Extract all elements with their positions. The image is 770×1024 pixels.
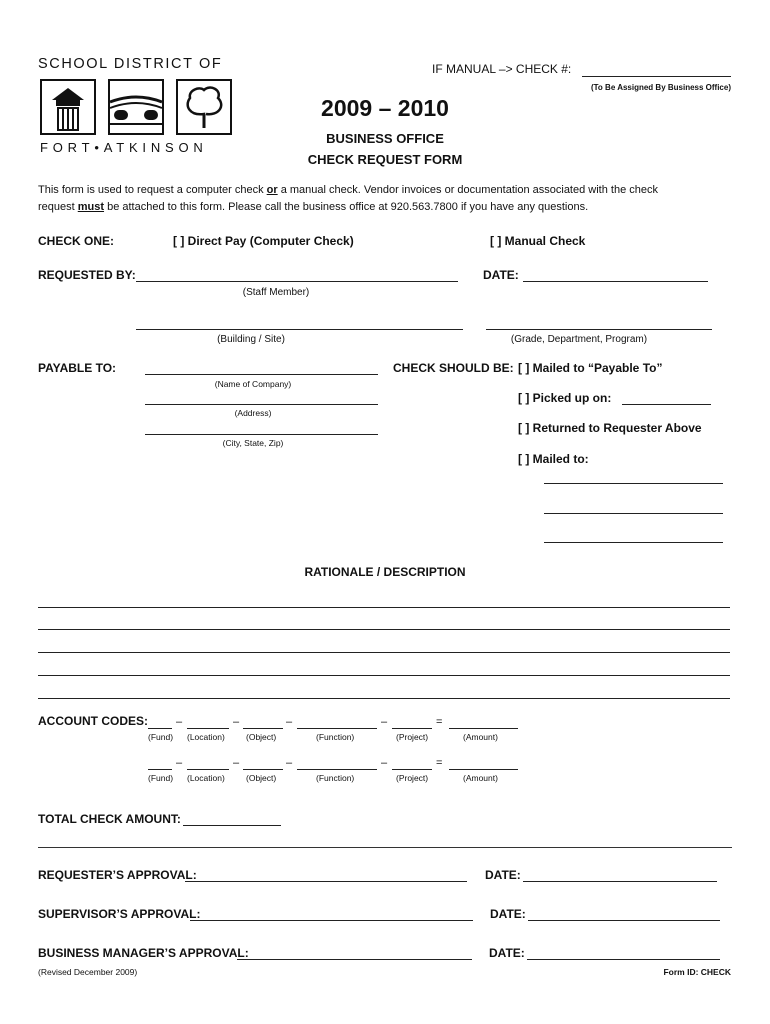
business-manager-approval-field[interactable] — [237, 959, 472, 960]
section-divider — [38, 847, 732, 848]
location-caption: (Location) — [187, 732, 225, 742]
picked-up-checkbox[interactable]: [ ] Picked up on: — [518, 391, 612, 405]
object-field[interactable] — [243, 728, 283, 729]
separator-dash: – — [286, 757, 293, 769]
rationale-line-4[interactable] — [38, 675, 730, 676]
address-field[interactable] — [145, 404, 378, 405]
business-manager-approval-label: BUSINESS MANAGER’S APPROVAL: — [38, 946, 249, 960]
company-name-field[interactable] — [145, 374, 378, 375]
separator-dash: – — [381, 716, 388, 728]
amount-caption: (Amount) — [463, 773, 498, 783]
object-field[interactable] — [243, 769, 283, 770]
separator-dash: – — [233, 757, 240, 769]
returned-to-requester-checkbox[interactable]: [ ] Returned to Requester Above — [518, 421, 702, 435]
grade-department-field[interactable] — [486, 329, 712, 330]
intro-text: This form is used to request a computer check — [38, 184, 267, 196]
fund-caption: (Fund) — [148, 732, 174, 742]
supervisor-approval-field[interactable] — [190, 920, 473, 921]
manual-check-checkbox[interactable]: [ ] Manual Check — [490, 234, 586, 248]
location-caption: (Location) — [187, 773, 225, 783]
manual-check-number-field[interactable] — [582, 76, 731, 77]
account-codes-label: ACCOUNT CODES: — [38, 714, 148, 728]
fund-field[interactable] — [148, 769, 172, 770]
total-check-amount-field[interactable] — [183, 825, 281, 826]
mailed-to-checkbox[interactable]: [ ] Mailed to: — [518, 452, 589, 466]
manual-check-label: IF MANUAL –> CHECK #: — [432, 62, 572, 76]
location-field[interactable] — [187, 728, 229, 729]
rationale-line-3[interactable] — [38, 652, 730, 653]
fund-field[interactable] — [148, 728, 172, 729]
revised-note: (Revised December 2009) — [38, 967, 138, 977]
city-state-zip-caption: (City, State, Zip) — [222, 438, 284, 448]
payable-to-label: PAYABLE TO: — [38, 361, 117, 375]
rationale-heading: RATIONALE / DESCRIPTION — [304, 565, 466, 579]
rationale-line-1[interactable] — [38, 607, 730, 608]
requester-approval-label: REQUESTER’S APPROVAL: — [38, 868, 197, 882]
intro-text: be attached to this form. Please call the business office at 920.563.7800 if you have any questions. — [104, 201, 589, 213]
building-site-field[interactable] — [136, 329, 463, 330]
rationale-line-2[interactable] — [38, 629, 730, 630]
amount-field[interactable] — [449, 769, 518, 770]
direct-pay-checkbox[interactable]: [ ] Direct Pay (Computer Check) — [173, 234, 354, 248]
separator-dash: – — [286, 716, 293, 728]
project-field[interactable] — [392, 728, 432, 729]
mailed-to-line-1[interactable] — [544, 483, 723, 484]
check-should-be-label: CHECK SHOULD BE: — [393, 361, 514, 375]
project-caption: (Project) — [396, 732, 429, 742]
grade-department-caption: (Grade, Department, Program) — [510, 334, 648, 345]
address-caption: (Address) — [234, 408, 272, 418]
requester-approval-field[interactable] — [185, 881, 467, 882]
staff-member-field[interactable] — [136, 281, 458, 282]
staff-member-caption: (Staff Member) — [242, 287, 310, 298]
check-one-label: CHECK ONE: — [38, 234, 115, 248]
separator-dash: – — [176, 716, 183, 728]
supervisor-approval-label: SUPERVISOR’S APPROVAL: — [38, 907, 201, 921]
district-logo — [38, 56, 238, 160]
separator-dash: – — [233, 716, 240, 728]
mailed-to-line-2[interactable] — [544, 513, 723, 514]
intro-or: or — [266, 184, 278, 196]
separator-equals: = — [436, 716, 443, 728]
intro-text: a manual check. Vendor invoices or documentation associated with the check — [277, 184, 658, 196]
amount-field[interactable] — [449, 728, 518, 729]
logo-bottom-text: FORT•ATKINSON — [40, 140, 208, 155]
request-date-label: DATE: — [483, 268, 519, 282]
bridge-icon — [109, 80, 163, 134]
object-caption: (Object) — [246, 773, 277, 783]
request-date-field[interactable] — [523, 281, 708, 282]
total-check-amount-label: TOTAL CHECK AMOUNT: — [38, 812, 181, 826]
intro-line2 — [38, 201, 738, 213]
form-title-line2: CHECK REQUEST FORM — [307, 152, 463, 167]
business-manager-date-field[interactable] — [527, 959, 720, 960]
separator-dash: – — [176, 757, 183, 769]
object-caption: (Object) — [246, 732, 277, 742]
building-site-caption: (Building / Site) — [217, 334, 285, 345]
city-state-zip-field[interactable] — [145, 434, 378, 435]
supervisor-date-field[interactable] — [528, 920, 720, 921]
rationale-line-5[interactable] — [38, 698, 730, 699]
location-field[interactable] — [187, 769, 229, 770]
business-manager-date-label: DATE: — [489, 946, 525, 960]
requested-by-label: REQUESTED BY: — [38, 268, 136, 282]
project-field[interactable] — [392, 769, 432, 770]
amount-caption: (Amount) — [463, 732, 498, 742]
function-caption: (Function) — [316, 773, 355, 783]
project-caption: (Project) — [396, 773, 429, 783]
logo-icons — [40, 78, 234, 136]
mailed-to-payable-checkbox[interactable]: [ ] Mailed to “Payable To” — [518, 361, 663, 375]
intro-text: request — [38, 201, 78, 213]
mailed-to-line-3[interactable] — [544, 542, 723, 543]
function-field[interactable] — [297, 728, 377, 729]
supervisor-date-label: DATE: — [490, 907, 526, 921]
intro-must: must — [77, 201, 105, 213]
form-title-line1: BUSINESS OFFICE — [326, 131, 444, 146]
manual-check-note: (To Be Assigned By Business Office) — [590, 83, 731, 92]
fund-caption: (Fund) — [148, 773, 174, 783]
separator-equals: = — [436, 757, 443, 769]
company-name-caption: (Name of Company) — [214, 379, 292, 389]
logo-top-text: SCHOOL DISTRICT OF — [38, 56, 223, 72]
form-id: Form ID: CHECK — [663, 967, 731, 977]
function-caption: (Function) — [316, 732, 355, 742]
separator-dash: – — [381, 757, 388, 769]
requester-date-label: DATE: — [485, 868, 521, 882]
requester-date-field[interactable] — [523, 881, 717, 882]
picked-up-date-field[interactable] — [622, 404, 711, 405]
function-field[interactable] — [297, 769, 377, 770]
intro-line1 — [38, 184, 738, 196]
form-year: 2009 – 2010 — [321, 95, 449, 121]
